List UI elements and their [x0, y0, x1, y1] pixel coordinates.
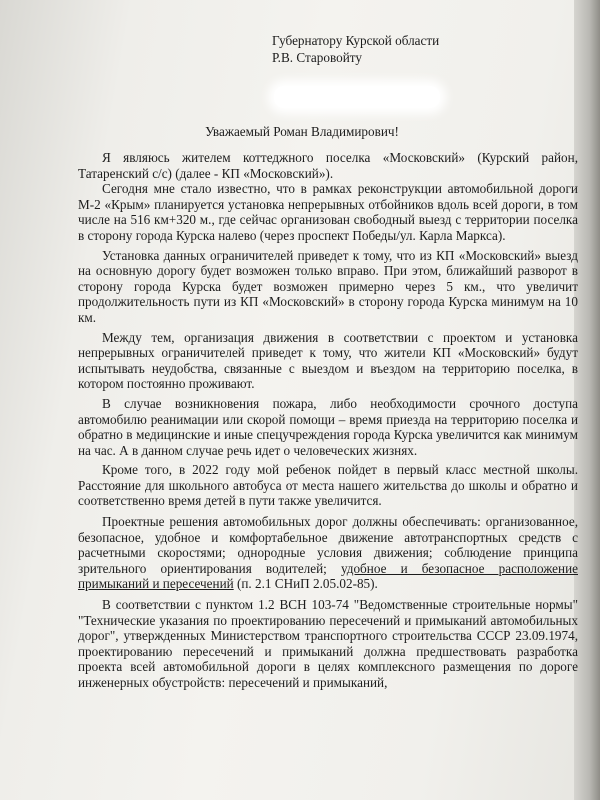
letter-body — [78, 150, 578, 697]
redacted-area — [274, 86, 440, 108]
addressee-title: Губернатору Курской области — [272, 33, 440, 48]
paragraph-inconvenience: Между тем, организация движения в соответствии с проектом и установка непрерывных ограничителей приведет к тому, что жители КП «Московский» будут испытывать неудобства, связанные с выездом и въездом на территорию поселка, в котором постоянно проживают. — [78, 329, 578, 392]
paragraph-school: Кроме того, в 2022 году мой ребенок пойдет в первый класс местной школы. Расстояние для школьного автобуса от места нашего жительства до школы и обратно и соответственно время детей в пути также увеличится. — [78, 462, 578, 509]
paragraph-emergency: В случае возникновения пожара, либо необходимости срочного доступа автомобилю реанимации или скорой помощи – время приезда на территорию поселка и обратно в медицинские и иные спецучреждения города Курска увеличится как минимум на час. А в данном случае речь идет о человеческих жизнях. — [78, 395, 578, 458]
paragraph-vsn-reference: В соответствии с пунктом 1.2 ВСН 103-74 "Ведомственные строительные нормы" "Технические указания по проектированию пересечений и примыканий автомобильных дорог", утвержденных Министерством транспортного строительства СССР 23.09.1974, проектированию пересечений и примыканий должна предшествовать разработка проекта всей автомобильной дороги в целях комплексного размещения по дороге инженерных обустройств: пересечений и примыканий, — [78, 597, 578, 690]
snip-reference: (п. 2.1 СНиП 2.05.02-85). — [236, 576, 378, 592]
paragraph-restrictors: Установка данных ограничителей приведет к тому, что из КП «Московский» выезд на основную дорогу будет возможен только вправо. При этом, ближайший разворот в сторону города Курска будет возможен примерно через 5 км., что увеличит продолжительность пути из КП «Московский» в сторону города Курска минимум на 10 км. — [78, 247, 578, 325]
letter-page — [28, 22, 576, 782]
underlined-requirement: удобное и безопасное расположение примыканий и пересечений — [78, 560, 578, 592]
paragraph-reconstruction: Сегодня мне стало известно, что в рамках реконструкции автомобильной дороги М-2 «Крым» планируется установка непрерывных отбойников вдоль всей дороги, в том числе на 516 км+320 м., где сейчас организован свободный выезд с территории поселка в сторону города Курска налево (через проспект Победы/ул. Карла Маркса). — [78, 181, 578, 243]
paragraph-design-requirements — [78, 514, 578, 592]
design-requirements-text: Проектные решения автомобильных дорог должны обеспечивать: организованное, безопасное, удобное и комфортабельное движение автотранспортных средств с расчетными скоростями; однородные условия движения; соблюдение принципа зрительного ориентирования водителей; — [78, 514, 578, 576]
addressee-block — [272, 32, 439, 66]
paragraph-residence: Я являюсь жителем коттеджного поселка «Московский» (Курский район, Татаренский с/с) (далее - КП «Московский»). — [78, 150, 578, 181]
greeting: Уважаемый Роман Владимирович! — [205, 124, 399, 139]
addressee-name: Р.В. Старовойту — [272, 50, 362, 65]
